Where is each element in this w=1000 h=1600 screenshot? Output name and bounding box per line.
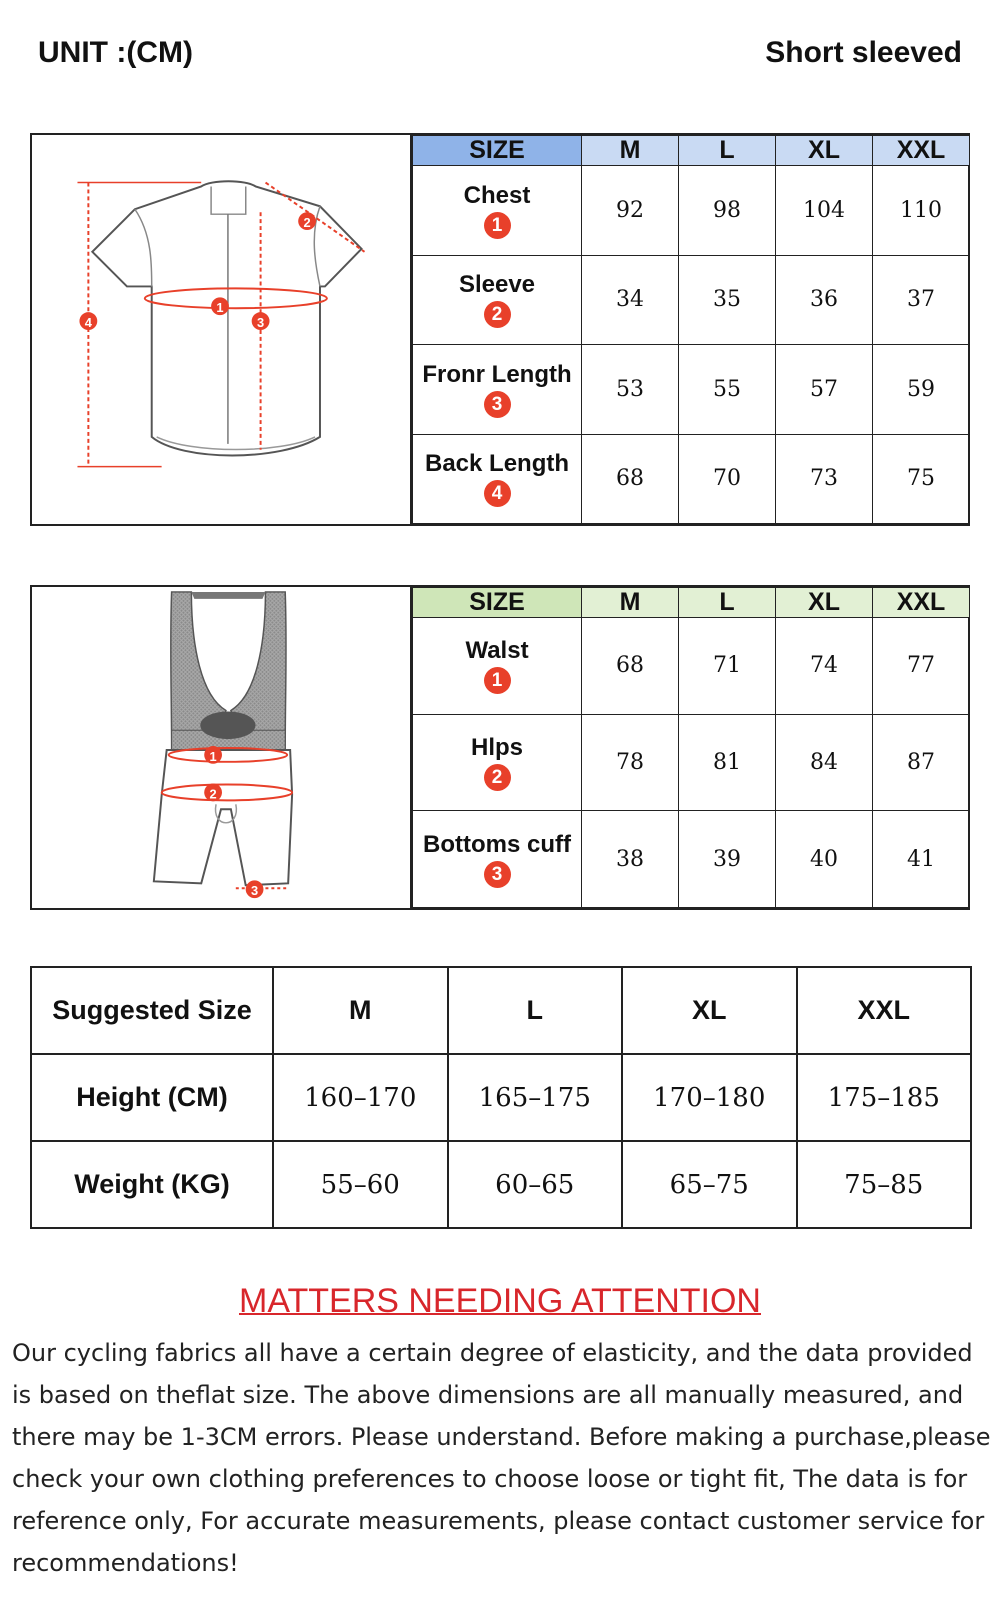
value-cell: 104	[776, 166, 873, 256]
attention-line: is based on theflat size. The above dimensions are all manually measured, and	[12, 1381, 964, 1409]
suggested-header-row	[31, 967, 971, 1054]
suggested-size-label: Suggested Size	[31, 967, 273, 1054]
jersey-diagram	[32, 135, 410, 524]
bib-marker-3: 3	[251, 883, 259, 899]
number-badge: 2	[484, 301, 511, 328]
value-cell: 98	[679, 166, 776, 256]
measurement-cell	[413, 714, 582, 811]
value-cell: 38	[582, 811, 679, 908]
attention-title: MATTERS NEEDING ATTENTION	[239, 1282, 761, 1320]
bib-size-m: M	[582, 588, 679, 618]
value-cell: 41	[873, 811, 970, 908]
value-cell: 35	[679, 255, 776, 345]
jersey-size-l: L	[679, 136, 776, 166]
jersey-marker-4: 4	[84, 315, 92, 331]
number-badge: 3	[484, 391, 511, 418]
table-row	[413, 255, 970, 345]
value-cell: 84	[776, 714, 873, 811]
value-cell: 59	[873, 345, 970, 435]
value-cell: 175–185	[797, 1054, 972, 1141]
value-cell: 53	[582, 345, 679, 435]
number-badge: 1	[484, 212, 511, 239]
jersey-size-section	[30, 133, 970, 526]
value-cell: 78	[582, 714, 679, 811]
jersey-illustration	[32, 135, 412, 524]
attention-line: reference only, For accurate measurements, please contact customer service for	[12, 1507, 985, 1535]
number-badge: 2	[484, 764, 511, 791]
bib-size-section	[30, 585, 970, 910]
table-row	[413, 618, 970, 715]
bib-illustration	[32, 587, 412, 908]
jersey-marker-2: 2	[303, 215, 311, 231]
value-cell: 60–65	[448, 1141, 623, 1228]
unit-label: UNIT :(CM)	[38, 36, 193, 69]
measurement-cell	[413, 618, 582, 715]
table-row	[413, 434, 970, 524]
attention-body	[12, 1332, 992, 1584]
value-cell: 70	[679, 434, 776, 524]
value-cell: 55	[679, 345, 776, 435]
value-cell: 170–180	[622, 1054, 797, 1141]
measurement-name: Fronr Length	[422, 360, 572, 388]
measurement-name: Walst	[465, 637, 529, 665]
measurement-name: Chest	[463, 181, 531, 209]
style-label: Short sleeved	[765, 36, 962, 69]
suggested-size-xxl: XXL	[797, 967, 972, 1054]
jersey-size-table	[412, 135, 970, 524]
measurement-cell	[413, 434, 582, 524]
value-cell: 39	[679, 811, 776, 908]
number-badge: 1	[484, 667, 511, 694]
jersey-size-m: M	[582, 136, 679, 166]
table-row	[413, 345, 970, 435]
weight-label: Weight (KG)	[31, 1141, 273, 1228]
suggested-size-l: L	[448, 967, 623, 1054]
bib-size-l: L	[679, 588, 776, 618]
bib-size-header: SIZE	[413, 588, 582, 618]
value-cell: 110	[873, 166, 970, 256]
value-cell: 36	[776, 255, 873, 345]
value-cell: 74	[776, 618, 873, 715]
attention-line: recommendations!	[12, 1549, 239, 1577]
measurement-name: Bottoms cuff	[423, 830, 571, 858]
value-cell: 68	[582, 618, 679, 715]
value-cell: 77	[873, 618, 970, 715]
table-row	[413, 166, 970, 256]
value-cell: 55–60	[273, 1141, 448, 1228]
suggested-size-m: M	[273, 967, 448, 1054]
bib-marker-1: 1	[209, 748, 217, 764]
jersey-marker-3: 3	[257, 315, 265, 331]
bib-size-table	[412, 587, 970, 908]
value-cell: 68	[582, 434, 679, 524]
number-badge: 3	[484, 861, 511, 888]
value-cell: 81	[679, 714, 776, 811]
attention-line: Our cycling fabrics all have a certain degree of elasticity, and the data provided	[12, 1339, 973, 1367]
value-cell: 75–85	[797, 1141, 972, 1228]
suggested-size-xl: XL	[622, 967, 797, 1054]
table-row	[31, 1054, 971, 1141]
measurement-cell	[413, 166, 582, 256]
measurement-cell	[413, 345, 582, 435]
jersey-marker-1: 1	[216, 300, 224, 316]
value-cell: 71	[679, 618, 776, 715]
jersey-header-row	[413, 136, 970, 166]
table-row	[413, 714, 970, 811]
value-cell: 92	[582, 166, 679, 256]
measurement-cell	[413, 255, 582, 345]
bib-marker-2: 2	[209, 786, 217, 802]
attention-line: check your own clothing preferences to choose loose or tight fit, The data is for	[12, 1465, 968, 1493]
value-cell: 37	[873, 255, 970, 345]
height-label: Height (CM)	[31, 1054, 273, 1141]
table-row	[413, 811, 970, 908]
bib-size-xl: XL	[776, 588, 873, 618]
value-cell: 65–75	[622, 1141, 797, 1228]
bib-diagram	[32, 587, 410, 908]
value-cell: 75	[873, 434, 970, 524]
value-cell: 165–175	[448, 1054, 623, 1141]
jersey-size-xxl: XXL	[873, 136, 970, 166]
jersey-size-header: SIZE	[413, 136, 582, 166]
measurement-name: Back Length	[424, 450, 570, 478]
value-cell: 73	[776, 434, 873, 524]
jersey-size-xl: XL	[776, 136, 873, 166]
value-cell: 34	[582, 255, 679, 345]
bib-header-row	[413, 588, 970, 618]
measurement-name: Sleeve	[458, 271, 536, 299]
value-cell: 87	[873, 714, 970, 811]
attention-line: there may be 1-3CM errors. Please understand. Before making a purchase,please	[12, 1423, 991, 1451]
measurement-name: Hlps	[470, 733, 523, 761]
measurement-cell	[413, 811, 582, 908]
value-cell: 160–170	[273, 1054, 448, 1141]
number-badge: 4	[484, 480, 511, 507]
value-cell: 40	[776, 811, 873, 908]
value-cell: 57	[776, 345, 873, 435]
table-row	[31, 1141, 971, 1228]
bib-size-xxl: XXL	[873, 588, 970, 618]
suggested-size-table	[30, 966, 972, 1229]
